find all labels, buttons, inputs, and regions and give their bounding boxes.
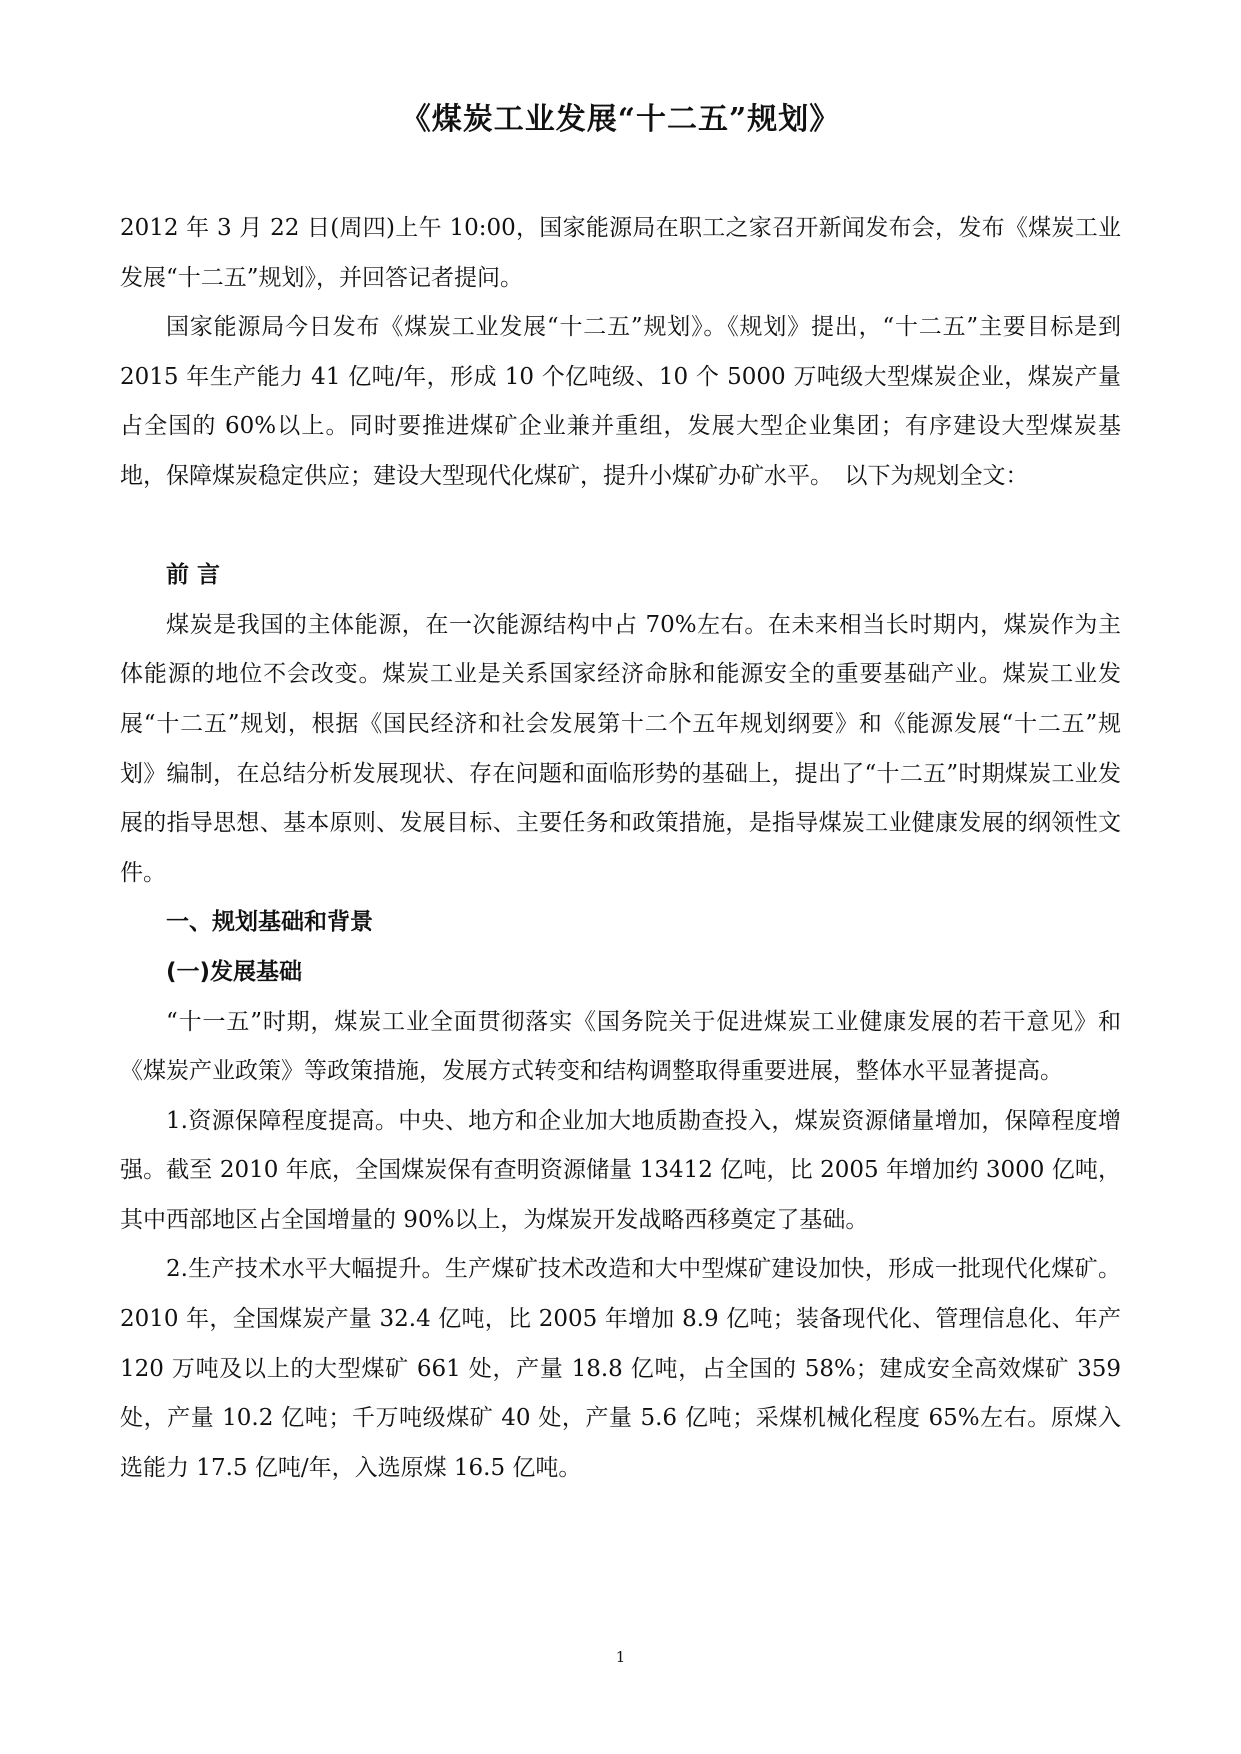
eleventh-plan-paragraph: “十一五”时期，煤炭工业全面贯彻落实《国务院关于促进煤炭工业健康发展的若干意见》和《煤炭产业政策》等政策措施，发展方式转变和结构调整取得重要进展，整体水平显著提高。 [120, 1008, 1121, 1085]
blank-line [120, 502, 1121, 552]
summary-paragraph: 国家能源局今日发布《煤炭工业发展“十二五”规划》。《规划》提出，“十二五”主要目标是到 2015 年生产能力 41 亿吨/年，形成 10 个亿吨级、10 个 5000 万吨级大型煤炭企业，煤炭产量占全国的 60%以上。同时要推进煤矿企业兼并重组，发展大型企业集团；有序建设大型煤炭基地，保障煤炭稳定供应；建设大型现代化煤矿，提升小煤矿办矿水平。 以下为规划全文： [120, 314, 1121, 489]
section-heading: 一、规划基础和背景 [166, 909, 373, 936]
subsection-heading: (一)发展基础 [166, 958, 303, 985]
page-number: 1 [615, 1648, 626, 1666]
list-item-technology: 2.生产技术水平大幅提升。生产煤矿技术改造和大中型煤矿建设加快，形成一批现代化煤矿。2010 年，全国煤炭产量 32.4 亿吨，比 2005 年增加 8.9 亿吨；装备现代化、管理信息化、年产 120 万吨及以上的大型煤矿 661 处，产量 18.8 亿吨，占全国的 58%；建成安全高效煤矿 359 处，产量 10.2 亿吨；千万吨级煤矿 40 处，产量 5.6 亿吨；采煤机械化程度 65%左右。原煤入选能力 17.5 亿吨/年，入选原煤 16.5 亿吨。 [120, 1256, 1121, 1481]
document-title: 《煤炭工业发展“十二五”规划》 [400, 102, 841, 137]
preface-heading: 前 言 [166, 562, 221, 589]
document-body [120, 204, 1121, 1493]
intro-paragraph: 2012 年 3 月 22 日(周四)上午 10:00，国家能源局在职工之家召开新闻发布会，发布《煤炭工业发展“十二五”规划》，并回答记者提问。 [120, 215, 1121, 291]
preface-paragraph: 煤炭是我国的主体能源，在一次能源结构中占 70%左右。在未来相当长时期内，煤炭作为主体能源的地位不会改变。煤炭工业是关系国家经济命脉和能源安全的重要基础产业。煤炭工业发展“十二五”规划，根据《国民经济和社会发展第十二个五年规划纲要》和《能源发展“十二五”规划》编制，在总结分析发展现状、存在问题和面临形势的基础上，提出了“十二五”时期煤炭工业发展的指导思想、基本原则、发展目标、主要任务和政策措施，是指导煤炭工业健康发展的纲领性文件。 [120, 611, 1121, 886]
list-item-resource: 1.资源保障程度提高。中央、地方和企业加大地质勘查投入，煤炭资源储量增加，保障程度增强。截至 2010 年底，全国煤炭保有查明资源储量 13412 亿吨，比 2005 年增加约 3000 亿吨，其中西部地区占全国增量的 90%以上，为煤炭开发战略西移奠定了基础。 [120, 1107, 1121, 1233]
